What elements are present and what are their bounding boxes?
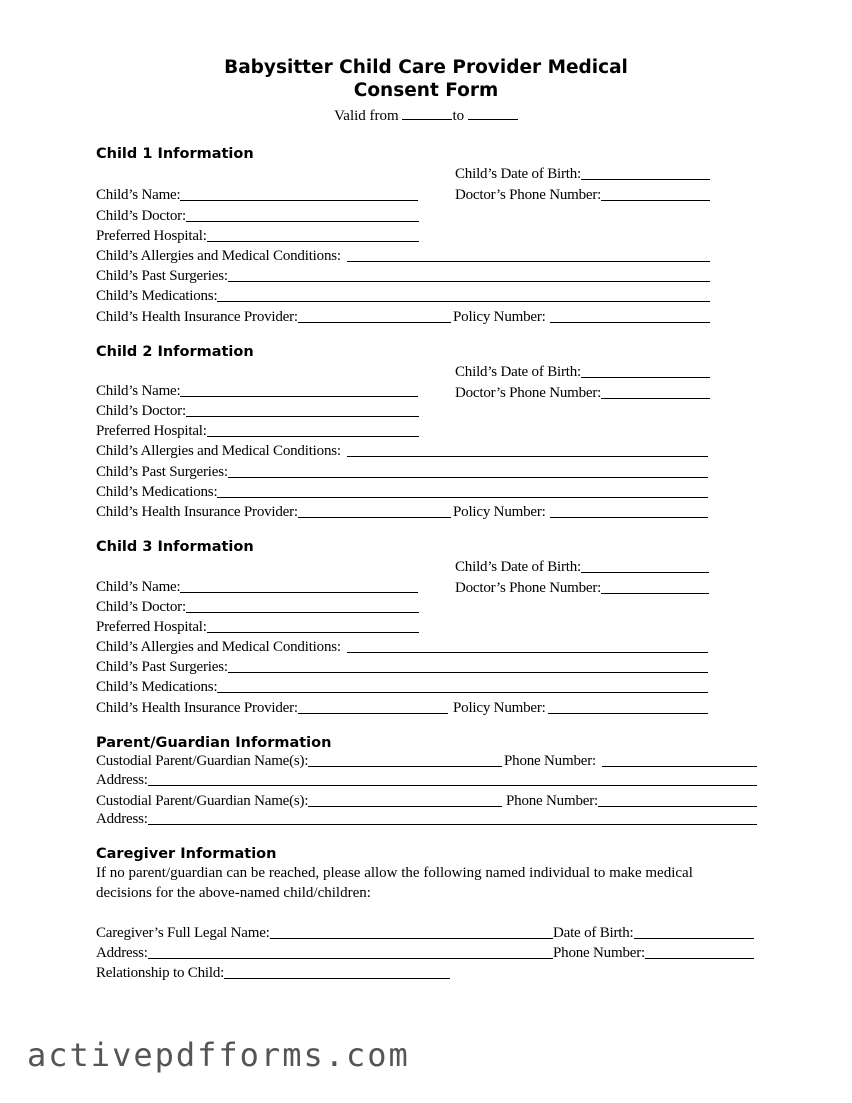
child-1-medications-row (96, 287, 710, 305)
caregiver-intro: If no parent/guardian can be reached, please allow the following named individual to make medical decisions for the above-named child/children: (96, 865, 693, 901)
child-3-medications-field[interactable] (217, 692, 708, 693)
parent-2-phone-field[interactable] (598, 806, 757, 807)
child-3-surgeries-field[interactable] (228, 672, 708, 673)
child-1-policy-row (453, 308, 710, 326)
child-3-allergies-field[interactable] (347, 652, 708, 653)
parent-1-address-label: Address: (96, 772, 148, 788)
child-2-name-row (96, 382, 418, 400)
caregiver-phone-row (553, 944, 754, 962)
caregiver-dob-row (553, 924, 754, 942)
child-1-doctor-label: Child’s Doctor: (96, 208, 186, 224)
form-title-line-1: Babysitter Child Care Provider Medical (224, 57, 628, 78)
child-1-medications-field[interactable] (217, 301, 710, 302)
parent-2-phone-row (506, 792, 757, 810)
child-3-insurance-row (96, 699, 448, 717)
parent-1-name-field[interactable] (308, 766, 502, 767)
child-2-allergies-row (96, 442, 708, 460)
child-3-policy-label: Policy Number: (453, 700, 546, 716)
child-3-doctor-phone-row (455, 579, 709, 597)
child-1-policy-label: Policy Number: (453, 309, 546, 325)
child-2-surgeries-label: Child’s Past Surgeries: (96, 464, 228, 480)
child-3-dob-label: Child’s Date of Birth: (455, 559, 582, 575)
child-3-doctor-label: Child’s Doctor: (96, 599, 186, 615)
caregiver-heading: Caregiver Information (96, 846, 277, 862)
child-2-hospital-row (96, 422, 419, 440)
parent-2-name-label: Custodial Parent/Guardian Name(s): (96, 793, 309, 809)
child-2-dob-field[interactable] (581, 377, 710, 378)
child-3-name-row (96, 578, 418, 596)
child-3-hospital-field[interactable] (207, 632, 419, 633)
parent-1-name-label: Custodial Parent/Guardian Name(s): (96, 753, 309, 769)
child-1-name-row (96, 186, 418, 204)
caregiver-relationship-field[interactable] (224, 978, 450, 979)
child-1-dob-label: Child’s Date of Birth: (455, 166, 582, 182)
caregiver-name-row (96, 924, 553, 942)
child-2-medications-label: Child’s Medications: (96, 484, 218, 500)
child-3-policy-row (453, 699, 708, 717)
child-3-doctor-phone-field[interactable] (601, 593, 709, 594)
caregiver-name-label: Caregiver’s Full Legal Name: (96, 925, 270, 941)
child-1-doctor-row (96, 207, 419, 225)
child-3-allergies-row (96, 638, 708, 656)
child-2-insurance-row (96, 503, 451, 521)
child-2-doctor-row (96, 402, 419, 420)
child-1-dob-field[interactable] (581, 179, 710, 180)
child-1-doctor-phone-field[interactable] (601, 200, 710, 201)
child-1-doctor-phone-label: Doctor’s Phone Number: (455, 187, 602, 203)
parent-1-phone-field[interactable] (602, 766, 757, 767)
child-2-doctor-phone-label: Doctor’s Phone Number: (455, 385, 602, 401)
child-1-hospital-row (96, 227, 419, 245)
child-2-insurance-field[interactable] (298, 517, 451, 518)
child-3-medications-row (96, 678, 708, 696)
valid-to-label: to (452, 108, 465, 124)
parent-2-address-field[interactable] (148, 824, 757, 825)
child-1-dob-row (455, 165, 710, 183)
child-3-surgeries-label: Child’s Past Surgeries: (96, 659, 228, 675)
parent-2-address-label: Address: (96, 811, 148, 827)
parent-1-address-field[interactable] (148, 785, 757, 786)
parent-heading: Parent/Guardian Information (96, 735, 332, 751)
child-2-heading: Child 2 Information (96, 344, 254, 360)
child-2-surgeries-field[interactable] (228, 477, 708, 478)
child-3-doctor-row (96, 598, 419, 616)
child-1-allergies-field[interactable] (347, 261, 710, 262)
child-3-dob-field[interactable] (581, 572, 709, 573)
valid-to-field[interactable] (468, 107, 518, 120)
child-3-dob-row (455, 558, 709, 576)
child-2-surgeries-row (96, 463, 708, 481)
child-2-dob-row (455, 363, 710, 381)
child-1-name-label: Child’s Name: (96, 187, 181, 203)
child-1-insurance-row (96, 308, 451, 326)
child-3-hospital-label: Preferred Hospital: (96, 619, 207, 635)
parent-1-name-row (96, 752, 502, 770)
child-3-name-label: Child’s Name: (96, 579, 181, 595)
child-3-insurance-field[interactable] (298, 713, 448, 714)
child-1-heading: Child 1 Information (96, 146, 254, 162)
child-2-name-label: Child’s Name: (96, 383, 181, 399)
child-3-surgeries-row (96, 658, 708, 676)
child-1-doctor-field[interactable] (186, 221, 419, 222)
child-3-hospital-row (96, 618, 419, 636)
caregiver-relationship-label: Relationship to Child: (96, 965, 225, 981)
child-2-allergies-label: Child’s Allergies and Medical Conditions: (96, 443, 341, 459)
child-3-policy-field[interactable] (548, 713, 708, 714)
parent-1-phone-label: Phone Number: (504, 753, 596, 769)
caregiver-address-label: Address: (96, 945, 148, 961)
watermark: activepdfforms.com (27, 1036, 410, 1074)
child-2-doctor-label: Child’s Doctor: (96, 403, 186, 419)
child-1-surgeries-row (96, 267, 710, 285)
child-2-doctor-phone-row (455, 384, 710, 402)
child-1-medications-label: Child’s Medications: (96, 288, 218, 304)
child-3-allergies-label: Child’s Allergies and Medical Conditions: (96, 639, 341, 655)
child-3-name-field[interactable] (180, 592, 418, 593)
caregiver-dob-field[interactable] (634, 938, 754, 939)
parent-2-name-field[interactable] (308, 806, 502, 807)
child-2-doctor-phone-field[interactable] (601, 398, 710, 399)
child-2-allergies-field[interactable] (347, 456, 708, 457)
caregiver-dob-label: Date of Birth: (553, 925, 634, 941)
caregiver-address-row (96, 944, 553, 962)
valid-from-label: Valid from (334, 108, 399, 124)
child-2-medications-row (96, 483, 708, 501)
child-1-insurance-label: Child’s Health Insurance Provider: (96, 309, 298, 325)
parent-2-address-row (96, 810, 757, 828)
child-2-doctor-field[interactable] (186, 416, 419, 417)
child-2-medications-field[interactable] (217, 497, 708, 498)
child-1-allergies-label: Child’s Allergies and Medical Conditions: (96, 248, 341, 264)
valid-period (0, 107, 852, 125)
child-1-allergies-row (96, 247, 710, 265)
child-2-policy-row (453, 503, 708, 521)
child-1-surgeries-field[interactable] (228, 281, 710, 282)
caregiver-relationship-row (96, 964, 450, 982)
child-1-doctor-phone-row (455, 186, 710, 204)
parent-2-phone-label: Phone Number: (506, 793, 598, 809)
child-1-policy-field[interactable] (550, 322, 710, 323)
child-2-policy-label: Policy Number: (453, 504, 546, 520)
child-1-name-field[interactable] (180, 200, 418, 201)
form-title-line-2: Consent Form (353, 80, 499, 101)
child-1-insurance-field[interactable] (298, 322, 451, 323)
child-1-hospital-label: Preferred Hospital: (96, 228, 207, 244)
parent-1-address-row (96, 771, 757, 789)
parent-2-name-row (96, 792, 502, 810)
child-1-surgeries-label: Child’s Past Surgeries: (96, 268, 228, 284)
child-2-policy-field[interactable] (550, 517, 708, 518)
child-2-name-field[interactable] (180, 396, 418, 397)
child-3-doctor-phone-label: Doctor’s Phone Number: (455, 580, 602, 596)
parent-1-phone-row (504, 752, 757, 770)
child-3-heading: Child 3 Information (96, 539, 254, 555)
caregiver-name-field[interactable] (270, 938, 553, 939)
caregiver-phone-label: Phone Number: (553, 945, 645, 961)
caregiver-phone-field[interactable] (645, 958, 754, 959)
child-3-insurance-label: Child’s Health Insurance Provider: (96, 700, 298, 716)
child-1-hospital-field[interactable] (207, 241, 419, 242)
child-3-medications-label: Child’s Medications: (96, 679, 218, 695)
child-2-dob-label: Child’s Date of Birth: (455, 364, 582, 380)
valid-from-field[interactable] (402, 107, 452, 120)
child-2-insurance-label: Child’s Health Insurance Provider: (96, 504, 298, 520)
caregiver-address-field[interactable] (148, 958, 553, 959)
child-2-hospital-field[interactable] (207, 436, 419, 437)
child-3-doctor-field[interactable] (186, 612, 419, 613)
child-2-hospital-label: Preferred Hospital: (96, 423, 207, 439)
